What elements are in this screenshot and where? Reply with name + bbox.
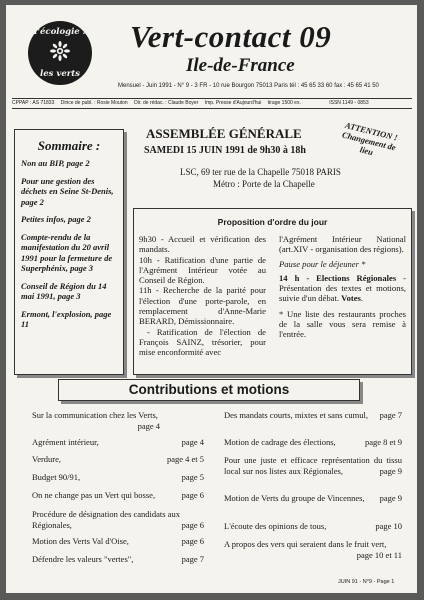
agenda-item: 11h - Recherche de la parité pour l'élection d'une porte-parole, en remplacement d'Anne-Marie BERARD, Démissionnaire. bbox=[139, 285, 266, 327]
sommaire-item: Ermont, l'explosion, page 11 bbox=[21, 308, 112, 329]
assembly-metro: Métro : Porte de la Chapelle bbox=[213, 179, 315, 189]
toc-entry: Motion des Verts Val d'Oise, page 6 bbox=[32, 536, 204, 546]
sommaire-item: Non au BIP, page 2 bbox=[21, 158, 90, 168]
toc-entry: Motion de cadrage des élections, page 8 et 9 bbox=[224, 437, 402, 447]
agenda-left-column bbox=[139, 234, 266, 358]
credit-editor: Dir. de rédac. : Claude Boyer bbox=[134, 100, 199, 106]
publication-info: Mensuel - Juin 1991 - N° 9 - 3 FR - 10 rue Bourgon 75013 Paris tél : 45 65 33 60 fax : 45 65 41 50 bbox=[118, 83, 379, 89]
newsletter-page bbox=[6, 5, 417, 593]
contributions-heading: Contributions et motions bbox=[58, 379, 360, 401]
toc-entry: L'écoute des opinions de tous, page 10 bbox=[224, 521, 402, 531]
toc-entry: Agrément intérieur, page 4 bbox=[32, 437, 204, 447]
sommaire-item: Pour une gestion des déchets en Seine St-Denis, page 2 bbox=[21, 175, 114, 207]
agenda-right-column bbox=[279, 234, 406, 340]
credit-print-run: tirage 1500 ex. bbox=[267, 100, 301, 106]
credit-director: Dirice de publ. : Rosie Mouton bbox=[60, 100, 128, 106]
agenda-item: * Une liste des restaurants proches de la salle vous sera remise à l'entrée. bbox=[279, 308, 406, 340]
attention-note: ATTENTION ! Changement de lieu bbox=[341, 119, 399, 158]
assembly-date: SAMEDI 15 JUIN 1991 de 9h30 à 18h bbox=[144, 145, 306, 156]
toc-entry: Pour une juste et efficace représentation du tissu local sur nos listes aux Régionales, page 9 bbox=[224, 455, 402, 476]
toc-entry: Des mandats courts, mixtes et sans cumul, page 7 bbox=[224, 410, 402, 420]
toc-entry: On ne change pas un Vert qui bosse, page 6 bbox=[32, 490, 204, 500]
credits-bar bbox=[12, 98, 412, 109]
sunflower-icon bbox=[50, 41, 70, 61]
agenda-item: - Ratification de l'élection de François SAINZ, trésorier, pour mise enconformité avec bbox=[139, 326, 266, 358]
sommaire-item: Compte-rendu de la manifestation du 20 avril 1991 pour la fermeture de Superphénix, page 3 bbox=[21, 231, 113, 273]
les-verts-logo bbox=[28, 21, 92, 85]
region-subtitle: Ile-de-France bbox=[186, 55, 295, 76]
assembly-location: LSC, 69 ter rue de la Chapelle 75018 PARIS bbox=[180, 167, 341, 177]
newsletter-title: Vert-contact 09 bbox=[130, 19, 332, 54]
sommaire-item: Petites infos, page 2 bbox=[21, 214, 91, 224]
agenda-item: l'Agrément Intérieur National (art.XIV - organisation des régions). bbox=[279, 234, 406, 255]
sommaire-box bbox=[14, 129, 124, 375]
assembly-heading: ASSEMBLÉE GÉNÉRALE bbox=[146, 126, 302, 141]
sommaire-title: Sommaire : bbox=[37, 138, 101, 153]
agenda-item: 10h - Ratification d'une partie de l'Agrément Intérieur votée au Conseil de Région. bbox=[139, 254, 266, 286]
toc-entry: Défendre les valeurs "vertes", page 7 bbox=[32, 554, 204, 564]
logo-bottom-text: les verts bbox=[40, 69, 80, 79]
agenda-item: 9h30 - Accueil et vérification des mandats. bbox=[139, 234, 266, 255]
credit-cppap: CPPAP : AS 71833 bbox=[12, 100, 55, 106]
credit-printer: Imp. Presse d'Aujourd'hui bbox=[204, 100, 262, 106]
toc-entry: Sur la communication chez les Verts, page 4 bbox=[32, 410, 160, 431]
agenda-box bbox=[133, 208, 412, 375]
toc-entry: Motion de Verts du groupe de Vincennes, page 9 bbox=[224, 493, 402, 503]
agenda-title: Proposition d'ordre du jour bbox=[217, 217, 328, 227]
logo-top-text: l'écologie : bbox=[34, 27, 86, 37]
agenda-item: 14 h - Elections Régionales - Présentation des textes et motions, suivie d'un débat. Votes. bbox=[279, 272, 407, 304]
toc-entry: Budget 90/91, page 5 bbox=[32, 472, 204, 482]
toc-entry: Verdure, page 4 et 5 bbox=[32, 454, 204, 464]
toc-entry: A propos des vers qui seraient dans le fruit vert, page 10 et 11 bbox=[224, 539, 402, 560]
sommaire-item: Conseil de Région du 14 mai 1991, page 3 bbox=[21, 280, 107, 301]
agenda-item: Pause pour le déjeuner * bbox=[279, 258, 366, 269]
page-footer: JUIN 91 - N°9 - Page 1 bbox=[338, 579, 395, 585]
toc-entry: Procédure de désignation des candidats aux Régionales, page 6 bbox=[32, 509, 204, 530]
credit-issn: ISSN 1149 - 0853 bbox=[329, 100, 369, 106]
